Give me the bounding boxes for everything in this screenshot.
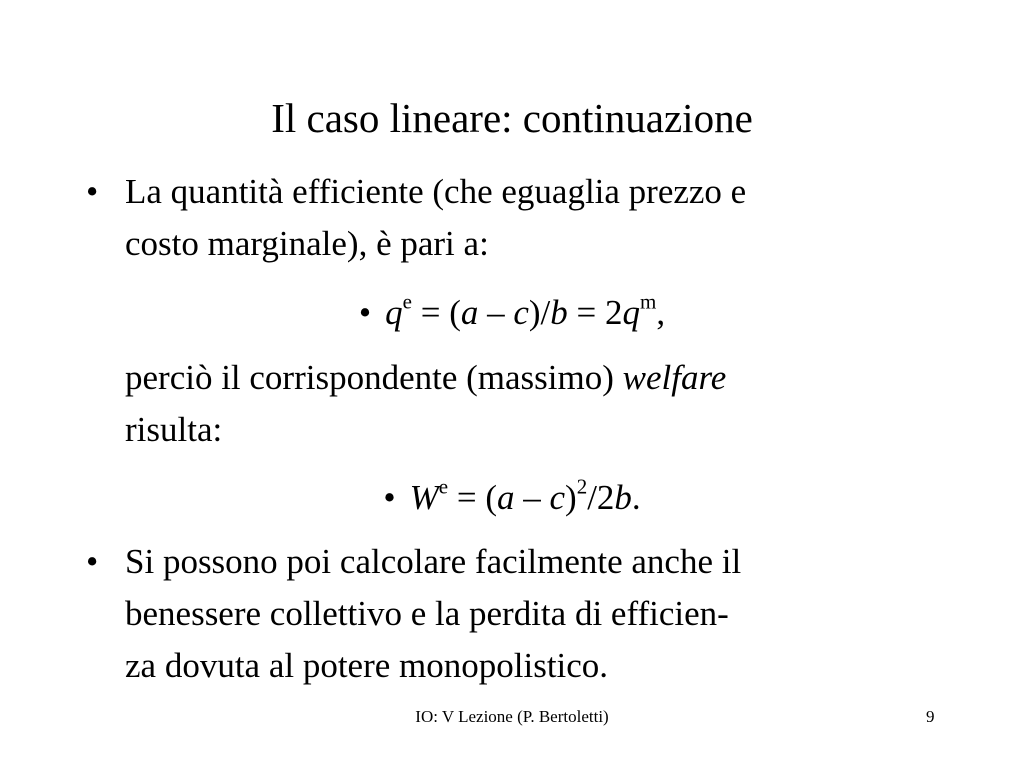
formula-eq-two: = 2 <box>567 293 623 332</box>
formula-comma: , <box>656 293 666 332</box>
continuation-plain: perciò il corrispondente (massimo) <box>125 358 623 397</box>
bullet-item-2 <box>125 536 955 692</box>
continuation-italic: welfare <box>622 358 727 397</box>
footer-text: IO: V Lezione (P. Bertoletti) <box>415 707 609 726</box>
formula-dash-2: – <box>514 478 550 517</box>
formula-dash: – <box>478 293 514 332</box>
formula-eq-open-2: = ( <box>448 478 497 517</box>
formula-b: b <box>550 293 568 332</box>
formula-a: a <box>460 293 479 332</box>
formula-eq-open: = ( <box>411 293 461 332</box>
page-number: 9 <box>926 707 935 726</box>
bullet-item-1 <box>125 166 955 270</box>
formula-slash-2: /2 <box>587 478 615 517</box>
bullet-marker-2: • <box>86 542 99 581</box>
formula-b-2: b <box>614 478 632 517</box>
formula-sup-2: 2 <box>576 474 588 499</box>
formula-q: q <box>385 293 403 332</box>
bullet-item-2-line-3: za dovuta al potere monopolistico. <box>125 646 609 685</box>
formula-sup-m: m <box>640 289 657 314</box>
bullet-marker-1: • <box>86 172 99 211</box>
bullet-item-1-line-1: La quantità efficiente (che eguaglia prezzo e <box>125 172 747 211</box>
bullet-item-1-line-2: costo marginale), è pari a: <box>125 224 489 263</box>
continuation-line-1 <box>125 352 955 404</box>
formula-a-2: a <box>496 478 515 517</box>
continuation-text <box>125 352 955 456</box>
formula-efficient-quantity <box>0 289 1024 333</box>
formula-c-2: c <box>549 478 566 517</box>
formula-close: ) <box>565 478 577 517</box>
formula-W: W <box>409 478 439 517</box>
sub-bullet-marker-2: • <box>383 478 396 517</box>
continuation-line-2: risulta: <box>125 410 223 449</box>
formula-slash: )/ <box>528 293 551 332</box>
formula-welfare <box>0 474 1024 518</box>
formula-sup-e: e <box>402 289 412 314</box>
formula-q-2: q <box>622 293 641 332</box>
bullet-item-2-line-1: Si possono poi calcolare facilmente anche il <box>125 542 742 581</box>
bullet-item-2-line-2: benessere collettivo e la perdita di efficien- <box>125 594 729 633</box>
formula-sup-e-2: e <box>438 474 449 499</box>
sub-bullet-marker-1: • <box>358 293 372 332</box>
formula-c: c <box>513 293 529 332</box>
formula-period: . <box>631 478 641 517</box>
slide-title: Il caso lineare: continuazione <box>271 95 753 141</box>
